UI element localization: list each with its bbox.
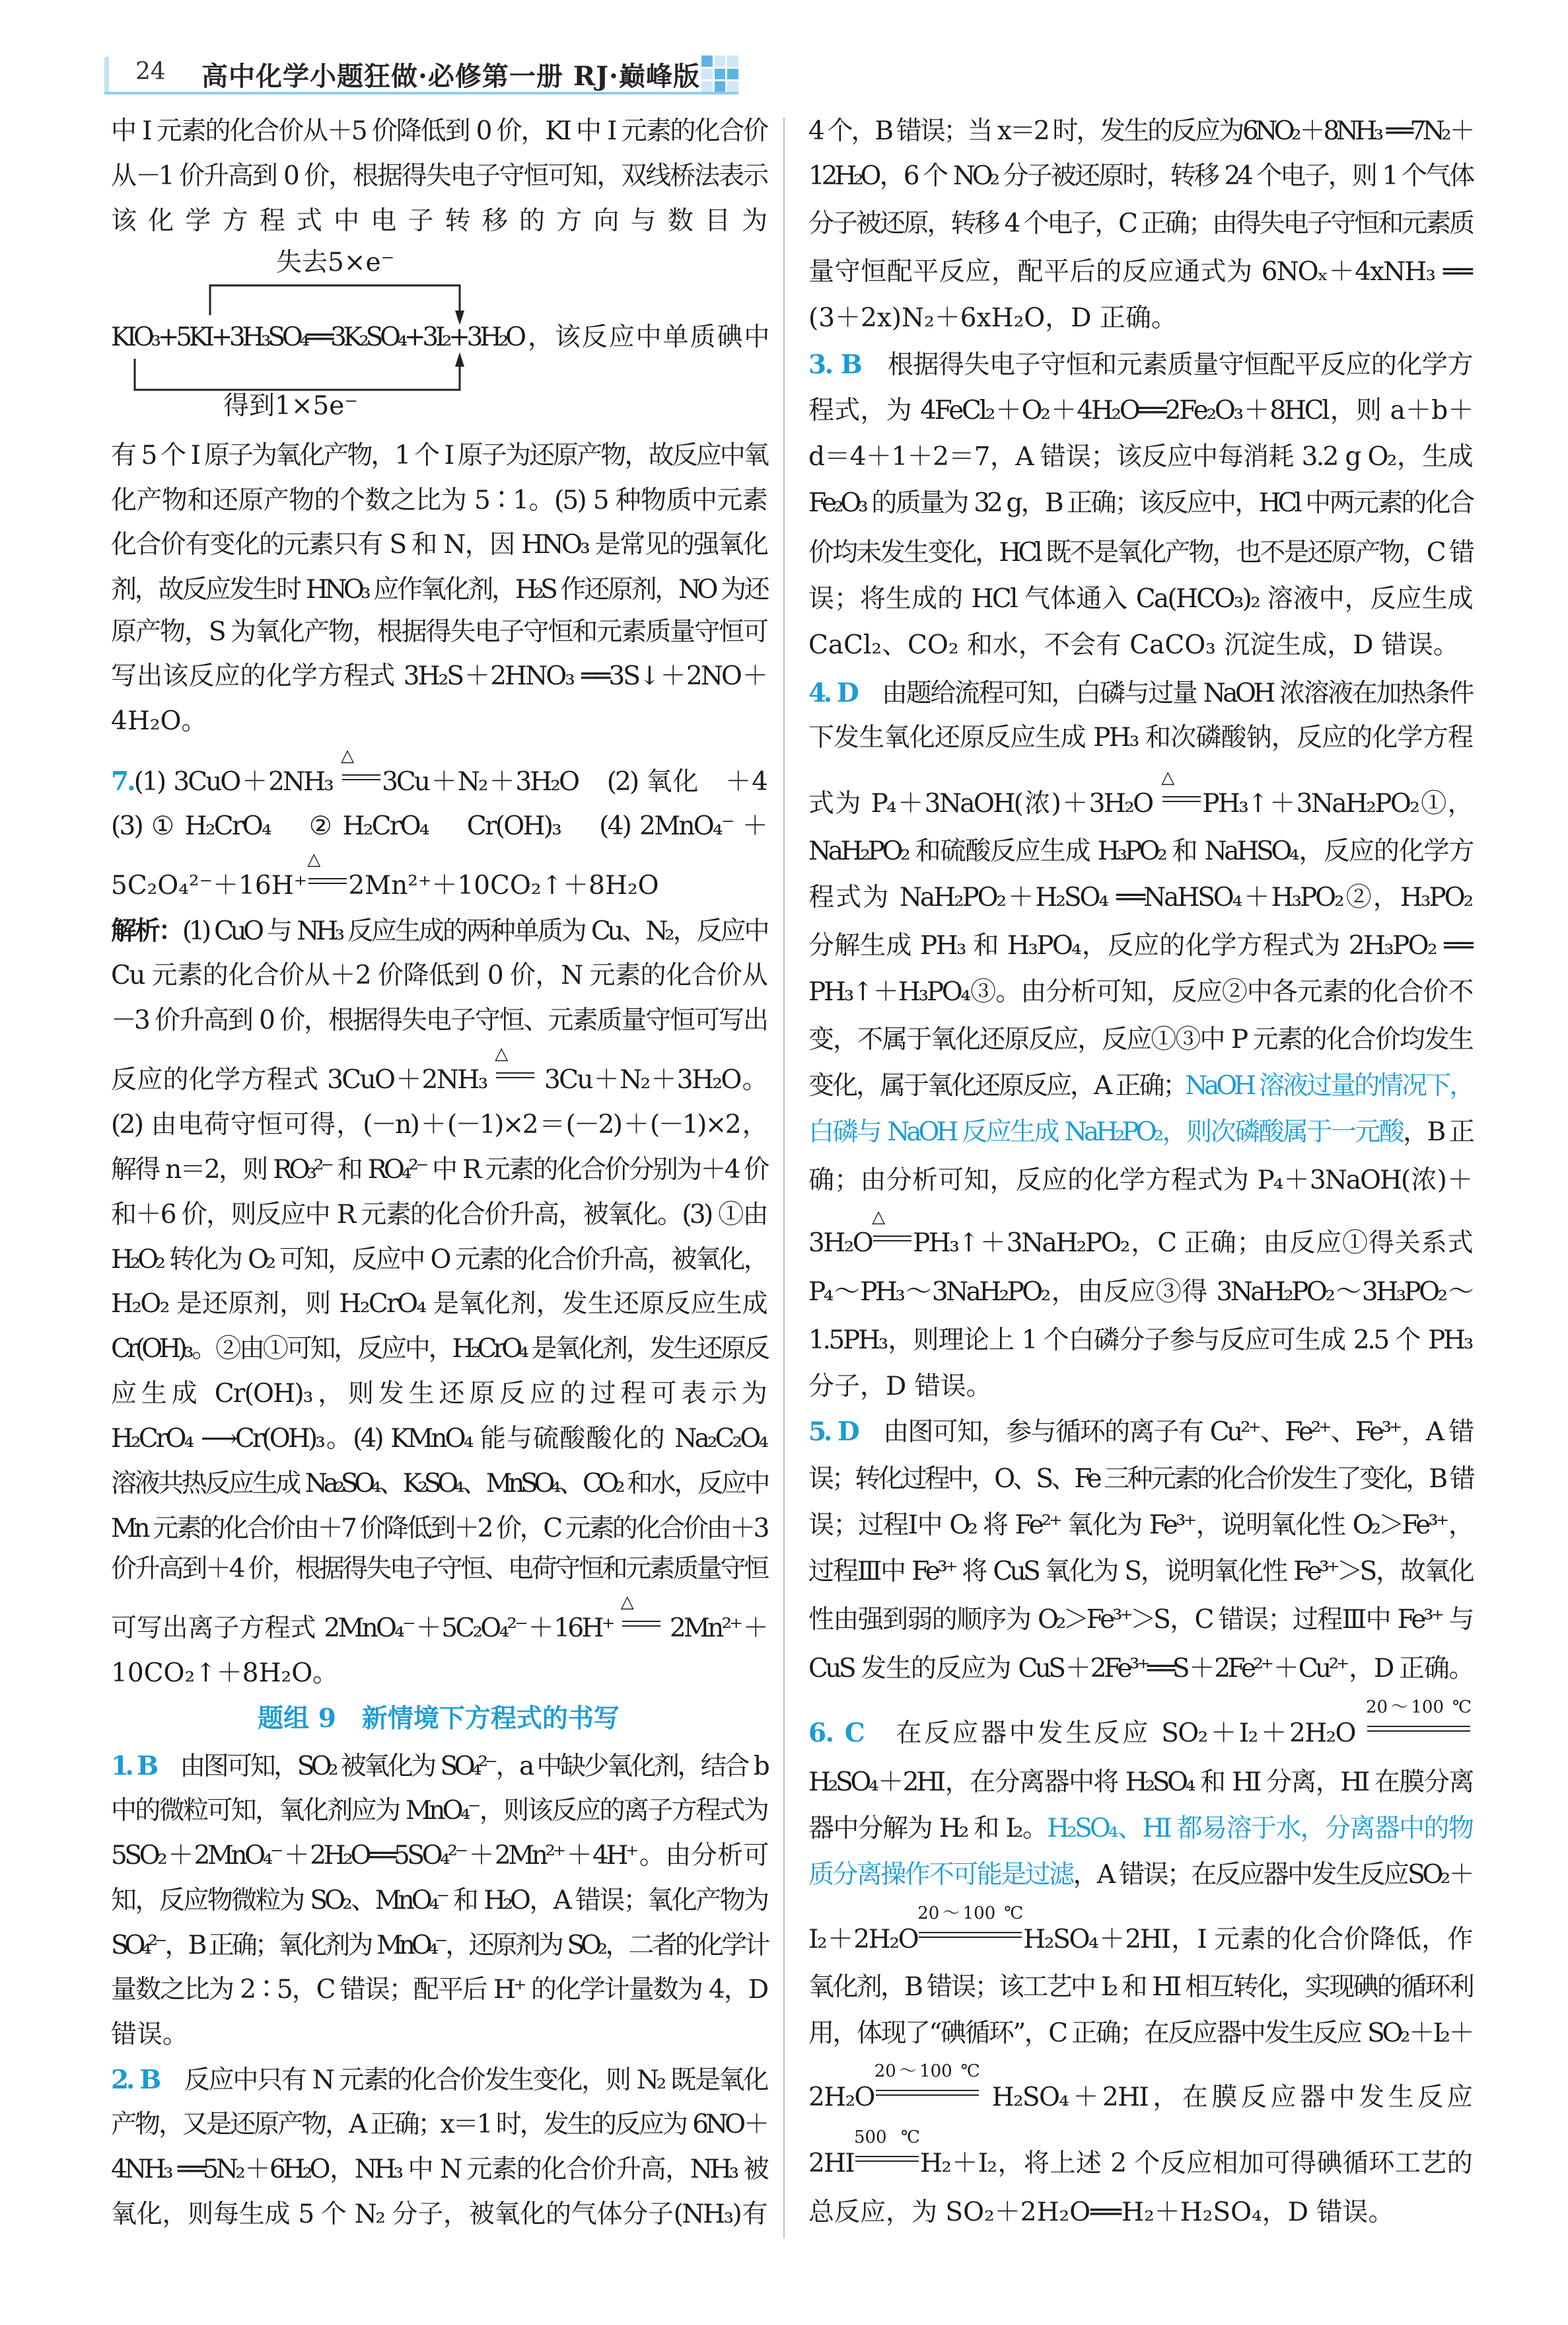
- text-run: 可写出离子方程式 2MnO₄⁻＋5C₂O₄²⁻＋16H⁺: [111, 1613, 621, 1644]
- header-accent-bar: [104, 57, 109, 94]
- text-line: [808, 157, 1472, 196]
- text-run: 3Cu＋N₂＋3H₂O。: [536, 1065, 766, 1095]
- reaction-condition-equals: [874, 2061, 980, 2106]
- text-run: H₂CrO₄ ⟶Cr(OH)₃。(4) KMnO₄ 能与硫酸酸化的 Na₂C₂O₄: [111, 1423, 766, 1454]
- text-run: P₄～PH₃～3NaH₂PO₂，由反应③得 3NaH₂PO₂～3H₃PO₂～: [808, 1277, 1472, 1308]
- double-equals-sign: [876, 2090, 979, 2096]
- text-line: [808, 1855, 1472, 1895]
- text-line: [111, 2195, 766, 2234]
- text-line: [808, 767, 1472, 824]
- text-run: 由题给流程可知，白磷与过量 NaOH 浓溶液在加热条件: [856, 679, 1472, 709]
- text-run: ，B 正: [1403, 1117, 1472, 1148]
- text-line: [808, 299, 1472, 338]
- analysis-label: 解析：: [111, 915, 182, 946]
- text-run: 4NH₃ ══5N₂＋6H₂O，NH₃ 中 N 元素的化合价升高，NH₃ 被: [111, 2154, 766, 2184]
- question-answer-number: 1. B: [111, 1751, 155, 1782]
- text-line: [808, 1412, 1472, 1452]
- reaction-condition: △: [341, 745, 355, 766]
- text-line: [111, 387, 766, 426]
- text-line: [111, 2150, 766, 2190]
- text-line: [111, 1926, 766, 1966]
- question-answer-number: 2. B: [111, 2065, 159, 2096]
- question-answer-number: 4. D: [808, 678, 857, 709]
- text-run: 分子，D 错误。: [808, 1371, 992, 1401]
- reaction-condition: 20～100 ℃: [874, 2061, 980, 2082]
- reaction-condition-equals: [620, 1592, 662, 1637]
- text-run: (1) 3CuO＋2NH₃: [133, 766, 341, 797]
- text-run: (2) 由电荷守恒可得，(－n)＋(－1)×2＝(－2)＋(－1)×2，: [111, 1109, 766, 1140]
- text-line: [808, 579, 1472, 619]
- text-line: [111, 1746, 766, 1786]
- text-run: 4 个，B 错误；当 x＝2 时，发生的反应为6NO₂＋8NH₃ ══7N₂＋: [808, 116, 1472, 147]
- text-run: H₂O₂ 转化为 O₂ 可知，反应中 O 元素的化合价升高，被氧化，: [111, 1244, 766, 1274]
- text-line: [111, 1836, 766, 1876]
- text-run: －3 价升高到 0 价，根据得失电子守恒、元素质量守恒可写出: [111, 1005, 766, 1035]
- text-line: [111, 1240, 766, 1280]
- text-line: [111, 1509, 766, 1549]
- text-run: 价升高到＋4 价，根据得失电子守恒、电荷守恒和元素质量守恒: [111, 1553, 766, 1584]
- text-line: [111, 1881, 766, 1921]
- double-equals-sign: [342, 774, 380, 780]
- text-line: [808, 1506, 1472, 1545]
- text-line: [808, 1367, 1472, 1407]
- text-line: [111, 525, 766, 565]
- text-run: 根据得失电子守恒和元素质量守恒配平反应的化学方: [861, 350, 1472, 380]
- text-run: 4H₂O。: [111, 706, 207, 737]
- text-run: 剂，故反应发生时 HNO₃ 应作氧化剂，H₂S 作还原剂，NO 为还: [111, 575, 766, 605]
- text-run: 误；将生成的 HCl 气体通入 Ca(HCO₃)₂ 溶液中，反应生成: [808, 583, 1472, 614]
- text-run: 原产物，S 为氧化产物，根据得失电子守恒和元素质量守恒可: [111, 616, 766, 647]
- text-run: 用，体现了“碘循环”，C 正确；在反应器中发生反应 SO₂＋I₂＋: [808, 2018, 1472, 2048]
- text-run: 5SO₂＋2MnO₄⁻＋2H₂O══5SO₄²⁻＋2Mn²⁺＋4H⁺。由分析可: [111, 1840, 766, 1870]
- text-line: [111, 1592, 766, 1648]
- text-run: CuS 发生的反应为 CuS＋2Fe³⁺══S＋2Fe²⁺＋Cu²⁺，D 正确。: [808, 1654, 1472, 1684]
- text-run: (3) ① H₂CrO₄ ② H₂CrO₄ Cr(OH)₃ (4) 2MnO₄⁻ ＋: [111, 811, 766, 841]
- text-line: [111, 2105, 766, 2145]
- text-run: 应生成 Cr(OH)₃，则发生还原反应的过程可表示为: [111, 1379, 766, 1409]
- reaction-condition: △: [495, 1044, 509, 1064]
- text-run: 由图可知，参与循环的离子有 Cu²⁺、Fe²⁺、Fe³⁺，A 错: [857, 1417, 1472, 1447]
- text-run: (3＋2x)N₂＋6xH₂O，D 正确。: [808, 303, 1177, 333]
- text-line: [808, 112, 1472, 151]
- text-line: [111, 956, 766, 996]
- text-line: [808, 973, 1472, 1012]
- text-run: 化产物和还原产物的个数之比为 5∶1。(5) 5 种物质中元素: [111, 485, 766, 515]
- gain-electron-label: 得到1×5e⁻: [223, 391, 358, 422]
- reaction-condition: △: [1161, 767, 1175, 788]
- text-line: [808, 484, 1472, 523]
- text-line: [808, 437, 1472, 477]
- reaction-condition: 20～100 ℃: [1365, 1697, 1472, 1718]
- text-run: 程式，为 4FeCl₂＋O₂＋4H₂O══2Fe₂O₃＋8HCl，则 a＋b＋: [808, 395, 1472, 425]
- text-run: 2HI: [808, 2148, 854, 2178]
- text-line: [808, 2127, 1472, 2184]
- text-line: [111, 1329, 766, 1369]
- reaction-condition-equals: [1365, 1697, 1472, 1742]
- redox-equation: KIO₃+5KI+3H₃SO₄══3K₂SO₄+3I₂+3H₂O，该反应中单质碘中: [111, 322, 766, 353]
- text-line: [808, 1020, 1472, 1060]
- text-run: 5C₂O₄²⁻＋16H⁺: [111, 871, 308, 901]
- highlighted-text: 白磷与 NaOH 反应生成 NaH₂PO₂，则次磷酸属于一元酸: [808, 1117, 1404, 1148]
- text-line: [808, 1600, 1472, 1640]
- text-run: 产物，又是还原产物，A 正确；x＝1 时，发生的反应为 6NO＋: [111, 2109, 766, 2139]
- text-line: [111, 481, 766, 521]
- text-run: 价均未发生变化，HCl 既不是氧化产物，也不是还原产物，C 错: [808, 537, 1472, 568]
- text-line: [111, 850, 766, 906]
- text-run: Cr(OH)₃。②由①可知，反应中，H₂CrO₄ 是氧化剂，发生还原反: [111, 1334, 766, 1364]
- text-run: 氧化剂，B 错误；该工艺中 I₂ 和 HI 相互转化，实现碘的循环利: [808, 1972, 1472, 2002]
- double-equals-sign: [622, 1621, 660, 1627]
- text-line: [111, 1284, 766, 1324]
- text-line: [808, 1697, 1472, 1753]
- gain-electron-bracket: [135, 359, 460, 390]
- text-line: [111, 2060, 766, 2100]
- text-run: 式为 P₄＋3NaOH(浓)＋3H₂O: [808, 788, 1162, 819]
- text-line: [808, 1066, 1472, 1106]
- text-run: (1) CuO 与 NH₃ 反应生成的两种单质为 Cu、N₂，反应中: [182, 916, 766, 946]
- text-line: [111, 1195, 766, 1235]
- text-run: 量数之比为 2∶5，C 错误；配平后 H⁺ 的化学计量数为 4，D: [111, 1975, 766, 2005]
- reaction-condition-equals: [495, 1044, 536, 1088]
- book-title: 高中化学小题狂做·必修第一册 RJ·巅峰版: [201, 61, 700, 92]
- reaction-condition-equals: [917, 1903, 1024, 1948]
- page-number: 24: [135, 58, 166, 85]
- text-line: [111, 612, 766, 652]
- reaction-condition-equals: [853, 2127, 920, 2172]
- highlighted-text: 质分离操作不可能是过滤: [808, 1860, 1073, 1890]
- text-line: [111, 1654, 766, 1693]
- text-run: NaH₂PO₂ 和硫酸反应生成 H₃PO₂ 和 NaHSO₄，反应的化学方: [808, 836, 1472, 867]
- double-equals-sign: [308, 878, 347, 884]
- text-line: [111, 1464, 766, 1504]
- reaction-condition-equals: [307, 850, 348, 894]
- text-run: 有 5 个 I 原子为氧化产物，1 个 I 原子为还原产物，故反应中氧: [111, 440, 766, 470]
- text-run: 3Cu＋N₂＋3H₂O (2) 氧化 ＋4: [382, 766, 766, 797]
- text-run: PH₃↑＋3NaH₂PO₂，C 正确；由反应①得关系式: [913, 1228, 1472, 1258]
- lose-electron-bracket: [210, 285, 460, 317]
- text-run: ，A 错误；在反应器中发生反应SO₂＋: [1073, 1860, 1472, 1890]
- text-run: 变化，属于氧化还原反应，A 正确；: [808, 1071, 1186, 1101]
- text-line: [111, 702, 766, 741]
- text-line: [808, 878, 1472, 918]
- text-line: [111, 157, 766, 196]
- text-run: 中 I 元素的化合价从＋5 价降低到 0 价，KI 中 I 元素的化合价: [111, 116, 766, 147]
- text-run: 过程Ⅲ中 Fe³⁺ 将 CuS 氧化为 S，说明氧化性 Fe³⁺＞S，故氧化: [808, 1557, 1472, 1587]
- text-run: 错误。: [111, 2020, 189, 2050]
- text-line: [111, 112, 766, 151]
- text-line: [111, 1374, 766, 1414]
- text-line: [808, 1161, 1472, 1200]
- text-run: H₂SO₄＋2HI，I 元素的化合价降低，作: [1023, 1924, 1472, 1954]
- text-line: [111, 1001, 766, 1041]
- text-run: SO₄²⁻，B 正确；氧化剂为 MnO₄⁻，还原剂为 SO₂，二者的化学计: [111, 1930, 766, 1960]
- text-line: [111, 202, 766, 241]
- text-line: [111, 1150, 766, 1190]
- text-run: 反应的化学方程式 3CuO＋2NH₃: [111, 1065, 495, 1095]
- text-line: [111, 807, 766, 846]
- double-equals-sign: [919, 1932, 1022, 1938]
- reaction-condition: △: [307, 850, 321, 870]
- text-line: [808, 204, 1472, 244]
- text-line: [808, 2061, 1472, 2118]
- reaction-condition-equals: [1161, 767, 1202, 812]
- text-run: 解得 n＝2，则 RO₃²⁻ 和 RO₄²⁻ 中 R 元素的化合价分别为＋4 价: [111, 1154, 766, 1185]
- text-line: [808, 673, 1472, 713]
- text-run: 12H₂O，6 个 NO₂ 分子被还原时，转移 24 个电子，则 1 个气体: [808, 161, 1472, 191]
- column-divider: [783, 118, 785, 2238]
- text-run: 和＋6 价，则反应中 R 元素的化合价升高，被氧化。(3) ①由: [111, 1199, 766, 1230]
- text-line: [808, 1649, 1472, 1689]
- text-run: 分解生成 PH₃ 和 H₃PO₄，反应的化学方程式为 2H₃PO₂ ══: [808, 930, 1472, 961]
- text-run: CaCl₂、CO₂ 和水，不会有 CaCO₃ 沉淀生成，D 错误。: [808, 630, 1459, 660]
- text-line: [111, 570, 766, 610]
- text-line: [808, 1763, 1472, 1802]
- text-run: I₂＋2H₂O: [808, 1924, 918, 1954]
- reaction-condition-equals: [341, 745, 382, 790]
- text-run: 溶液共热反应生成 Na₂SO₄、K₂SO₄、MnSO₄、CO₂ 和水，反应中: [111, 1468, 766, 1498]
- question-answer-number: 3. B: [808, 349, 861, 380]
- text-line: [111, 2015, 766, 2055]
- text-run: 1.5PH₃，则理论上 1 个白磷分子参与反应可生成 2.5 个 PH₃: [808, 1325, 1472, 1355]
- text-run: 变，不属于氧化还原反应，反应①③中 P 元素的化合价均发生: [808, 1025, 1472, 1055]
- question-answer-number: 6. C: [808, 1718, 865, 1749]
- text-line: [111, 657, 766, 696]
- highlighted-text: H₂SO₄、HI 都易溶于水，分离器中的物: [1047, 1814, 1472, 1844]
- section-heading: 题组 9 新情境下方程式的书写: [258, 1703, 620, 1734]
- lose-electron-label: 失去5×e⁻: [276, 248, 395, 278]
- text-run: 量守恒配平反应，配平后的反应通式为 6NOₓ＋4xNH₃ ══: [808, 256, 1472, 287]
- text-line: [808, 1321, 1472, 1360]
- text-line: [808, 1903, 1472, 1960]
- text-line: [111, 911, 766, 951]
- text-line: [808, 1459, 1472, 1499]
- text-run: 化合价有变化的元素只有 S 和 N，因 HNO₃ 是常见的强氧化: [111, 530, 766, 560]
- text-run: 由图可知，SO₂ 被氧化为 SO₄²⁻，a 中缺少氧化剂，结合 b: [155, 1752, 766, 1782]
- text-line: [808, 1968, 1472, 2007]
- text-run: PH₃↑＋H₃PO₄③。由分析可知，反应②中各元素的化合价不: [808, 977, 1472, 1007]
- text-run: 误；转化过程中，O、S、Fe 三种元素的化合价发生了变化，B 错: [808, 1463, 1472, 1494]
- text-run: 确；由分析可知，反应的化学方程式为 P₄＋3NaOH(浓)＋: [808, 1165, 1472, 1195]
- text-run: Cu 元素的化合价从＋2 价降低到 0 价，N 元素的化合价从: [111, 960, 766, 990]
- text-line: [808, 345, 1472, 385]
- double-equals-sign: [873, 1236, 911, 1241]
- text-line: [808, 926, 1472, 966]
- text-line: [808, 252, 1472, 292]
- text-line: [111, 1419, 766, 1459]
- highlighted-text: NaOH 溶液过量的情况下，: [1185, 1071, 1472, 1101]
- text-run: 10CO₂↑＋8H₂O。: [111, 1658, 339, 1688]
- text-run: 性由强到弱的顺序为 O₂＞Fe³⁺＞S，C 错误；过程Ⅲ中 Fe³⁺ 与: [808, 1604, 1472, 1635]
- text-run: 从－1 价升高到 0 价，根据得失电子守恒可知，双线桥法表示: [111, 161, 766, 191]
- text-run: H₂＋I₂，将上述 2 个反应相加可得碘循环工艺的: [919, 2148, 1472, 2178]
- reaction-condition: 500 ℃: [853, 2127, 920, 2147]
- text-run: d＝4＋1＋2＝7，A 错误；该反应中每消耗 3.2 g O₂，生成: [808, 442, 1472, 472]
- double-equals-sign: [496, 1072, 534, 1078]
- text-line: [111, 1970, 766, 2010]
- text-line: [111, 243, 766, 283]
- text-line: [111, 318, 766, 357]
- text-run: PH₃↑＋3NaH₂PO₂①，: [1202, 788, 1472, 819]
- text-run: 误；过程Ⅰ中 O₂ 将 Fe²⁺ 氧化为 Fe³⁺，说明氧化性 O₂＞Fe³⁺，: [808, 1510, 1472, 1541]
- text-run: 氧化，则每生成 5 个 N₂ 分子，被氧化的气体分子(NH₃)有: [111, 2199, 766, 2229]
- text-run: 程式为 NaH₂PO₂＋H₂SO₄ ══NaHSO₄＋H₃PO₂②，H₃PO₂: [808, 883, 1472, 913]
- text-run: 知，反应物微粒为 SO₂、MnO₄⁻ 和 H₂O，A 错误；氧化产物为: [111, 1885, 766, 1915]
- text-run: 反应中只有 N 元素的化合价发生变化，则 N₂ 既是氧化: [159, 2065, 766, 2096]
- text-run: H₂SO₄＋2HI，在分离器中将 H₂SO₄ 和 HI 分离，HI 在膜分离: [808, 1767, 1472, 1798]
- text-line: [808, 626, 1472, 665]
- text-run: H₂O₂ 是还原剂，则 H₂CrO₄ 是氧化剂，发生还原反应生成: [111, 1289, 766, 1319]
- question-answer-number: 7.: [111, 766, 134, 797]
- text-run: 器中分解为 H₂ 和 I₂。: [808, 1814, 1048, 1844]
- double-equals-sign: [1162, 796, 1201, 802]
- text-line: [808, 2193, 1472, 2233]
- text-run: 该化学方程式中电子转移的方向与数目为: [111, 205, 766, 236]
- reaction-condition: △: [872, 1206, 886, 1227]
- text-line: [808, 1809, 1472, 1849]
- text-line: [111, 745, 766, 801]
- text-run: H₂SO₄＋2HI，在膜反应器中发生反应: [980, 2083, 1472, 2113]
- text-line: [808, 718, 1472, 758]
- text-line: [111, 1791, 766, 1831]
- text-run: 2Mn²⁺＋: [661, 1613, 766, 1644]
- text-run: 写出该反应的化学方程式 3H₂S＋2HNO₃ ══3S↓＋2NO＋: [111, 661, 766, 692]
- reaction-condition: △: [620, 1592, 634, 1613]
- text-line: [111, 1105, 766, 1145]
- text-run: 在反应器中发生反应 SO₂＋I₂＋2H₂O: [864, 1718, 1366, 1749]
- text-run: 分子被还原，转移 4 个电子，C 正确；由得失电子守恒和元素质: [808, 209, 1472, 239]
- reaction-condition-equals: [872, 1206, 913, 1251]
- text-line: [808, 1273, 1472, 1312]
- text-run: Mn 元素的化合价由＋7 价降低到＋2 价，C 元素的化合价由＋3: [111, 1513, 766, 1543]
- text-line: [111, 1699, 766, 1738]
- text-line: [808, 1113, 1472, 1152]
- text-line: [808, 832, 1472, 871]
- double-equals-sign: [1367, 1726, 1470, 1732]
- text-run: 2H₂O: [808, 2083, 874, 2113]
- double-equals-sign: [855, 2156, 919, 2162]
- text-line: [808, 533, 1472, 573]
- reaction-condition: 20～100 ℃: [917, 1903, 1024, 1923]
- text-line: [808, 391, 1472, 431]
- text-line: [808, 1206, 1472, 1263]
- text-line: [111, 1549, 766, 1589]
- text-run: 3H₂O: [808, 1228, 873, 1258]
- text-line: [808, 2014, 1472, 2053]
- text-run: Fe₂O₃ 的质量为 32 g，B 正确；该反应中，HCl 中两元素的化合: [808, 488, 1472, 519]
- text-run: 2Mn²⁺＋10CO₂↑＋8H₂O: [348, 871, 659, 901]
- text-line: [111, 436, 766, 476]
- text-run: 下发生氧化还原反应生成 PH₃ 和次磷酸钠，反应的化学方程: [808, 723, 1472, 753]
- text-line: [111, 1044, 766, 1100]
- text-run: 中的微粒可知，氧化剂应为 MnO₄⁻，则该反应的离子方程式为: [111, 1796, 766, 1826]
- question-answer-number: 5. D: [808, 1416, 857, 1447]
- text-run: 总反应，为 SO₂＋2H₂O══H₂＋H₂SO₄，D 错误。: [808, 2197, 1394, 2228]
- text-line: [808, 1552, 1472, 1592]
